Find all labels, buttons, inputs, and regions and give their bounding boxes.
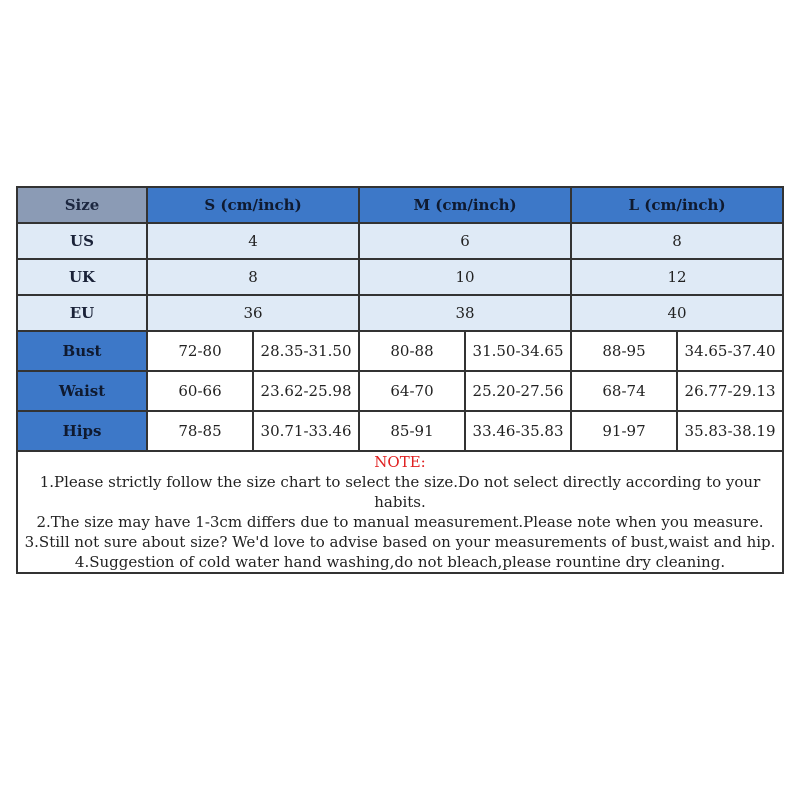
eu-s-value: 36 bbox=[148, 296, 358, 330]
eu-m-value: 38 bbox=[360, 296, 570, 330]
waist-m-inch: 25.20-27.56 bbox=[466, 372, 570, 410]
hips-l-cm: 91-97 bbox=[572, 412, 676, 450]
row-label-eu: EU bbox=[18, 296, 146, 330]
row-label-uk: UK bbox=[18, 260, 146, 294]
size-s-header: S (cm/inch) bbox=[148, 188, 358, 222]
row-label-bust: Bust bbox=[18, 332, 146, 370]
row-bust bbox=[18, 332, 782, 370]
row-uk bbox=[18, 260, 782, 294]
uk-l-value: 12 bbox=[572, 260, 782, 294]
size-header: Size bbox=[18, 188, 146, 222]
bust-l-cm: 88-95 bbox=[572, 332, 676, 370]
bust-s-cm: 72-80 bbox=[148, 332, 252, 370]
row-eu bbox=[18, 296, 782, 330]
hips-s-cm: 78-85 bbox=[148, 412, 252, 450]
hips-m-cm: 85-91 bbox=[360, 412, 464, 450]
header-row bbox=[18, 188, 782, 222]
hips-l-inch: 35.83-38.19 bbox=[678, 412, 782, 450]
hips-s-inch: 30.71-33.46 bbox=[254, 412, 358, 450]
bust-s-inch: 28.35-31.50 bbox=[254, 332, 358, 370]
row-waist bbox=[18, 372, 782, 410]
waist-l-inch: 26.77-29.13 bbox=[678, 372, 782, 410]
eu-l-value: 40 bbox=[572, 296, 782, 330]
bust-m-inch: 31.50-34.65 bbox=[466, 332, 570, 370]
hips-m-inch: 33.46-35.83 bbox=[466, 412, 570, 450]
notes-cell bbox=[18, 452, 782, 572]
note-line-2: 2.The size may have 1-3cm differs due to manual measurement.Please note when you measure. bbox=[36, 513, 764, 531]
waist-s-cm: 60-66 bbox=[148, 372, 252, 410]
note-line-3: 3.Still not sure about size? We'd love to advise based on your measurements of bust,waist and hip. bbox=[24, 533, 776, 551]
row-hips bbox=[18, 412, 782, 450]
uk-m-value: 10 bbox=[360, 260, 570, 294]
uk-s-value: 8 bbox=[148, 260, 358, 294]
row-label-hips: Hips bbox=[18, 412, 146, 450]
note-line-1: 1.Please strictly follow the size chart to select the size.Do not select directly according to your habits. bbox=[39, 473, 761, 511]
note-title: NOTE: bbox=[374, 453, 426, 471]
size-l-header: L (cm/inch) bbox=[572, 188, 782, 222]
waist-m-cm: 64-70 bbox=[360, 372, 464, 410]
size-m-header: M (cm/inch) bbox=[360, 188, 570, 222]
note-line-4: 4.Suggestion of cold water hand washing,do not bleach,please rountine dry cleaning. bbox=[74, 553, 726, 571]
bust-m-cm: 80-88 bbox=[360, 332, 464, 370]
bust-l-inch: 34.65-37.40 bbox=[678, 332, 782, 370]
us-m-value: 6 bbox=[360, 224, 570, 258]
row-label-us: US bbox=[18, 224, 146, 258]
size-table bbox=[16, 186, 784, 574]
us-l-value: 8 bbox=[572, 224, 782, 258]
us-s-value: 4 bbox=[148, 224, 358, 258]
row-us bbox=[18, 224, 782, 258]
waist-l-cm: 68-74 bbox=[572, 372, 676, 410]
notes-row bbox=[18, 452, 782, 572]
row-label-waist: Waist bbox=[18, 372, 146, 410]
size-chart bbox=[16, 186, 784, 574]
waist-s-inch: 23.62-25.98 bbox=[254, 372, 358, 410]
